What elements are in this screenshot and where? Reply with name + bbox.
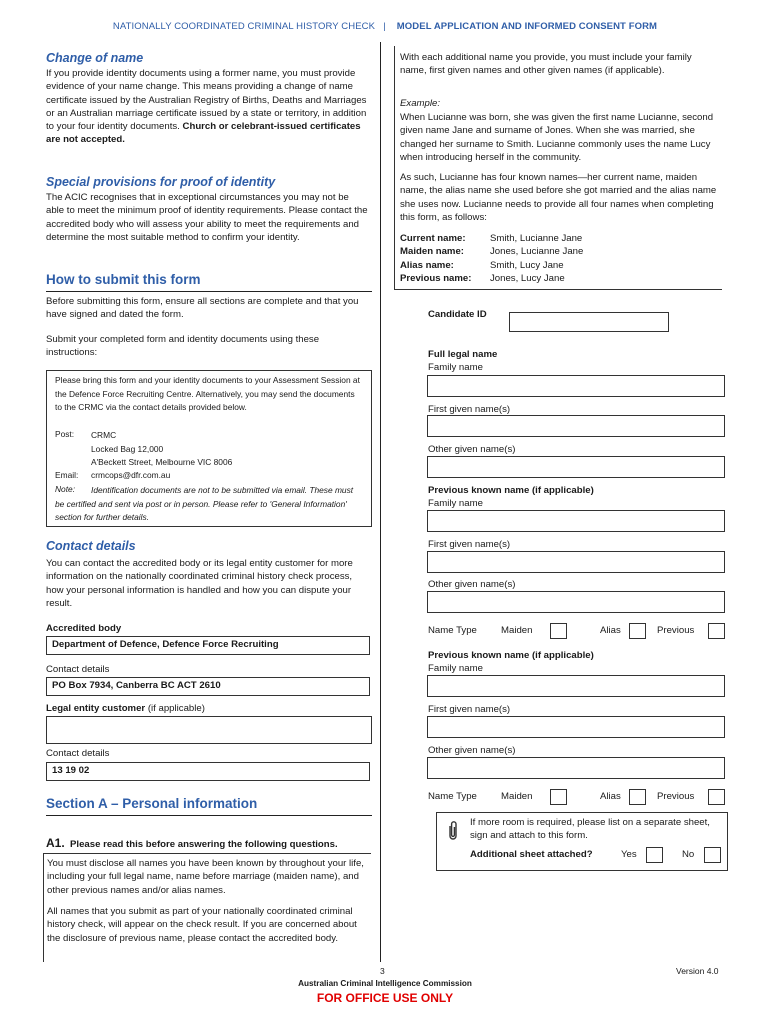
previous-1-previous-checkbox[interactable] xyxy=(708,623,725,639)
name-type-label: Name Type xyxy=(428,625,477,636)
other-given-input[interactable] xyxy=(427,456,725,478)
note-text: Identification documents are not to be submitted via email. These must be certified and sent via post or in person. Please refer to 'General Information' section for further details. xyxy=(55,485,354,523)
version-label: Version 4.0 xyxy=(676,966,719,976)
page-header xyxy=(0,21,770,32)
name-value: Jones, Lucianne Jane xyxy=(490,246,584,258)
a1-heading xyxy=(46,836,338,850)
previous-2-previous-checkbox[interactable] xyxy=(708,789,725,805)
change-of-name-bold: Church or celebrant-issued certificates are not accepted. xyxy=(46,121,361,146)
page-number: 3 xyxy=(380,966,385,976)
previous-2-alias-checkbox[interactable] xyxy=(629,789,646,805)
additional-sheet-box xyxy=(436,812,728,871)
section-a-heading: Section A – Personal information xyxy=(46,796,258,811)
name-value: Jones, Lucy Jane xyxy=(490,273,565,285)
a1-para-1: You must disclose all names you have been known by throughout your life, including your full legal name, name before marriage (maiden name), and other previous names and/or alias names. xyxy=(47,858,364,896)
change-of-name-body: If you provide identity documents using a former name, you must provide evidence of your name change. This means providing a change of name certificate issued by the Australian Registry of Births, Deaths and Marriages or an Australian marriage certificate issued by a state or territory, in addition to your four identity documents. xyxy=(46,68,367,133)
email-address[interactable]: crmcops@dfr.com.au xyxy=(91,470,171,480)
accredited-body-label: Accredited body xyxy=(46,623,122,634)
example-name-row xyxy=(400,259,583,272)
a1-number: A1. xyxy=(46,836,65,850)
example-text: When Lucianne was born, she was given the first name Lucianne, second given name Jane and surname of Jones. When she was married, she changed her surname to Smith. Lucianne commonly uses the name Lucy when introducing herself in the community. xyxy=(400,112,714,163)
family-name-label: Family name xyxy=(428,498,483,509)
example-name-row xyxy=(400,232,583,245)
name-label: Previous name: xyxy=(400,273,472,285)
example-names-table xyxy=(400,232,583,286)
contact-details-label-1: Contact details xyxy=(46,664,110,675)
example-name-row xyxy=(400,245,583,258)
a1-info-box xyxy=(43,853,371,962)
name-value: Smith, Lucianne Jane xyxy=(490,233,583,244)
submit-para-1: Before submitting this form, ensure all sections are complete and that you have signed and dated the form. xyxy=(46,296,359,321)
footer-org: Australian Criminal Intelligence Commission xyxy=(298,979,472,988)
previous-1-other-given-input[interactable] xyxy=(427,591,725,613)
previous-2-first-given-input[interactable] xyxy=(427,716,725,738)
family-name-input[interactable] xyxy=(427,375,725,397)
previous-name-heading-1: Previous known name (if applicable) xyxy=(428,485,594,496)
a1-text: Please read this before answering the following questions. xyxy=(70,839,338,850)
other-given-label: Other given name(s) xyxy=(428,444,516,455)
section-a-rule xyxy=(46,815,372,816)
legal-entity-suffix: (if applicable) xyxy=(147,703,205,714)
special-provisions-heading: Special provisions for proof of identity xyxy=(46,175,276,189)
name-label: Alias name: xyxy=(400,259,454,271)
maiden-label: Maiden xyxy=(501,625,533,636)
full-legal-name-heading: Full legal name xyxy=(428,349,498,360)
name-value: Smith, Lucy Jane xyxy=(490,259,564,271)
submission-instructions-box xyxy=(46,370,372,527)
post-line: Locked Bag 12,000 xyxy=(91,443,164,454)
example-intro: With each additional name you provide, you must include your family name, first given names and other given names (if applicable). xyxy=(400,52,692,77)
first-given-input[interactable] xyxy=(427,415,725,437)
name-type-label: Name Type xyxy=(428,791,477,802)
previous-name-heading-2: Previous known name (if applicable) xyxy=(428,650,594,661)
previous-2-other-given-input[interactable] xyxy=(427,757,725,779)
name-label: Current name: xyxy=(400,233,466,244)
header-left: NATIONALLY COORDINATED CRIMINAL HISTORY CHECK xyxy=(112,21,376,32)
contact-details-label-2: Contact details xyxy=(46,748,110,759)
legal-entity-input[interactable] xyxy=(46,716,372,744)
column-divider xyxy=(380,42,381,962)
submit-para-2: Submit your completed form and identity documents using these instructions: xyxy=(46,334,320,359)
previous-1-family-name-input[interactable] xyxy=(427,510,725,532)
yes-label: Yes xyxy=(621,849,637,860)
more-room-text: If more room is required, please list on a separate sheet, sign and attach to this form. xyxy=(470,817,710,842)
how-to-submit-rule xyxy=(46,291,372,292)
name-label: Maiden name: xyxy=(400,246,464,258)
box-intro: Please bring this form and your identity documents to your Assessment Session at the Defence Force Recruiting Centre. Alternatively, you may send the documents to the CRMC via the contact details provided below. xyxy=(55,375,360,413)
example-name-row xyxy=(400,272,583,285)
note-label: Note: xyxy=(55,484,76,494)
post-address xyxy=(91,429,232,470)
previous-1-first-given-input[interactable] xyxy=(427,551,725,573)
contact-details-body: You can contact the accredited body or its legal entity customer for more information on the nationally coordinated criminal history check process, how your personal information is handled and how you can dispute your result. xyxy=(46,558,353,609)
additional-sheet-no-checkbox[interactable] xyxy=(704,847,721,863)
family-name-label: Family name xyxy=(428,362,483,373)
alias-label: Alias xyxy=(600,791,621,802)
a1-para-2: All names that you submit as part of your nationally coordinated criminal history check, will appear on the check result. If you are concerned about the disclosure of previous name, please contact the accredited body. xyxy=(47,906,357,944)
special-provisions-body: The ACIC recognises that in exceptional circumstances you may not be able to meet the minimum proof of identity requirements. Please contact the accredited body who will assess your ability to meet the requirements and determine the most suitable method to confirm your identity. xyxy=(46,192,368,243)
change-of-name-heading: Change of name xyxy=(46,51,144,65)
legal-entity-label-bold: Legal entity customer xyxy=(46,703,146,714)
header-separator: | xyxy=(383,21,386,32)
maiden-label: Maiden xyxy=(501,791,533,802)
candidate-id-input[interactable] xyxy=(509,312,669,332)
first-given-label: First given name(s) xyxy=(428,539,511,550)
contact-details-heading: Contact details xyxy=(46,539,136,553)
first-given-label: First given name(s) xyxy=(428,404,511,415)
change-of-name-text xyxy=(46,67,368,147)
post-line: CRMC xyxy=(91,430,117,440)
contact-details-value-2: 13 19 02 xyxy=(46,762,370,781)
accredited-body-value: Department of Defence, Defence Force Recruiting xyxy=(46,636,370,655)
additional-sheet-yes-checkbox[interactable] xyxy=(646,847,663,863)
office-use-label: FOR OFFICE USE ONLY xyxy=(316,991,454,1005)
alias-label: Alias xyxy=(600,625,621,636)
previous-2-family-name-input[interactable] xyxy=(427,675,725,697)
email-label: Email: xyxy=(55,470,79,480)
example-box xyxy=(394,46,722,290)
how-to-submit-heading: How to submit this form xyxy=(46,272,201,287)
no-label: No xyxy=(682,849,695,860)
previous-2-maiden-checkbox[interactable] xyxy=(550,789,567,805)
legal-entity-label xyxy=(46,703,205,714)
additional-sheet-label: Additional sheet attached? xyxy=(470,849,593,860)
post-label: Post: xyxy=(55,429,75,439)
example-label: Example: xyxy=(400,98,440,109)
other-given-label: Other given name(s) xyxy=(428,579,516,590)
contact-details-value-1: PO Box 7934, Canberra BC ACT 2610 xyxy=(46,677,370,696)
post-line: A'Beckett Street, Melbourne VIC 8006 xyxy=(91,457,233,468)
header-right: MODEL APPLICATION AND INFORMED CONSENT FORM xyxy=(396,21,658,32)
paperclip-icon xyxy=(446,820,460,842)
family-name-label: Family name xyxy=(428,663,483,674)
example-as-such: As such, Lucianne has four known names—her current name, maiden name, the alias name she used before she got married and the alias name she uses now. Lucianne needs to provide all four names when completing this form, as follows: xyxy=(400,172,717,223)
first-given-label: First given name(s) xyxy=(428,704,511,715)
candidate-id-label: Candidate ID xyxy=(428,309,487,320)
other-given-label: Other given name(s) xyxy=(428,745,516,756)
previous-label: Previous xyxy=(657,791,695,802)
previous-label: Previous xyxy=(657,625,695,636)
previous-1-alias-checkbox[interactable] xyxy=(629,623,646,639)
previous-1-maiden-checkbox[interactable] xyxy=(550,623,567,639)
